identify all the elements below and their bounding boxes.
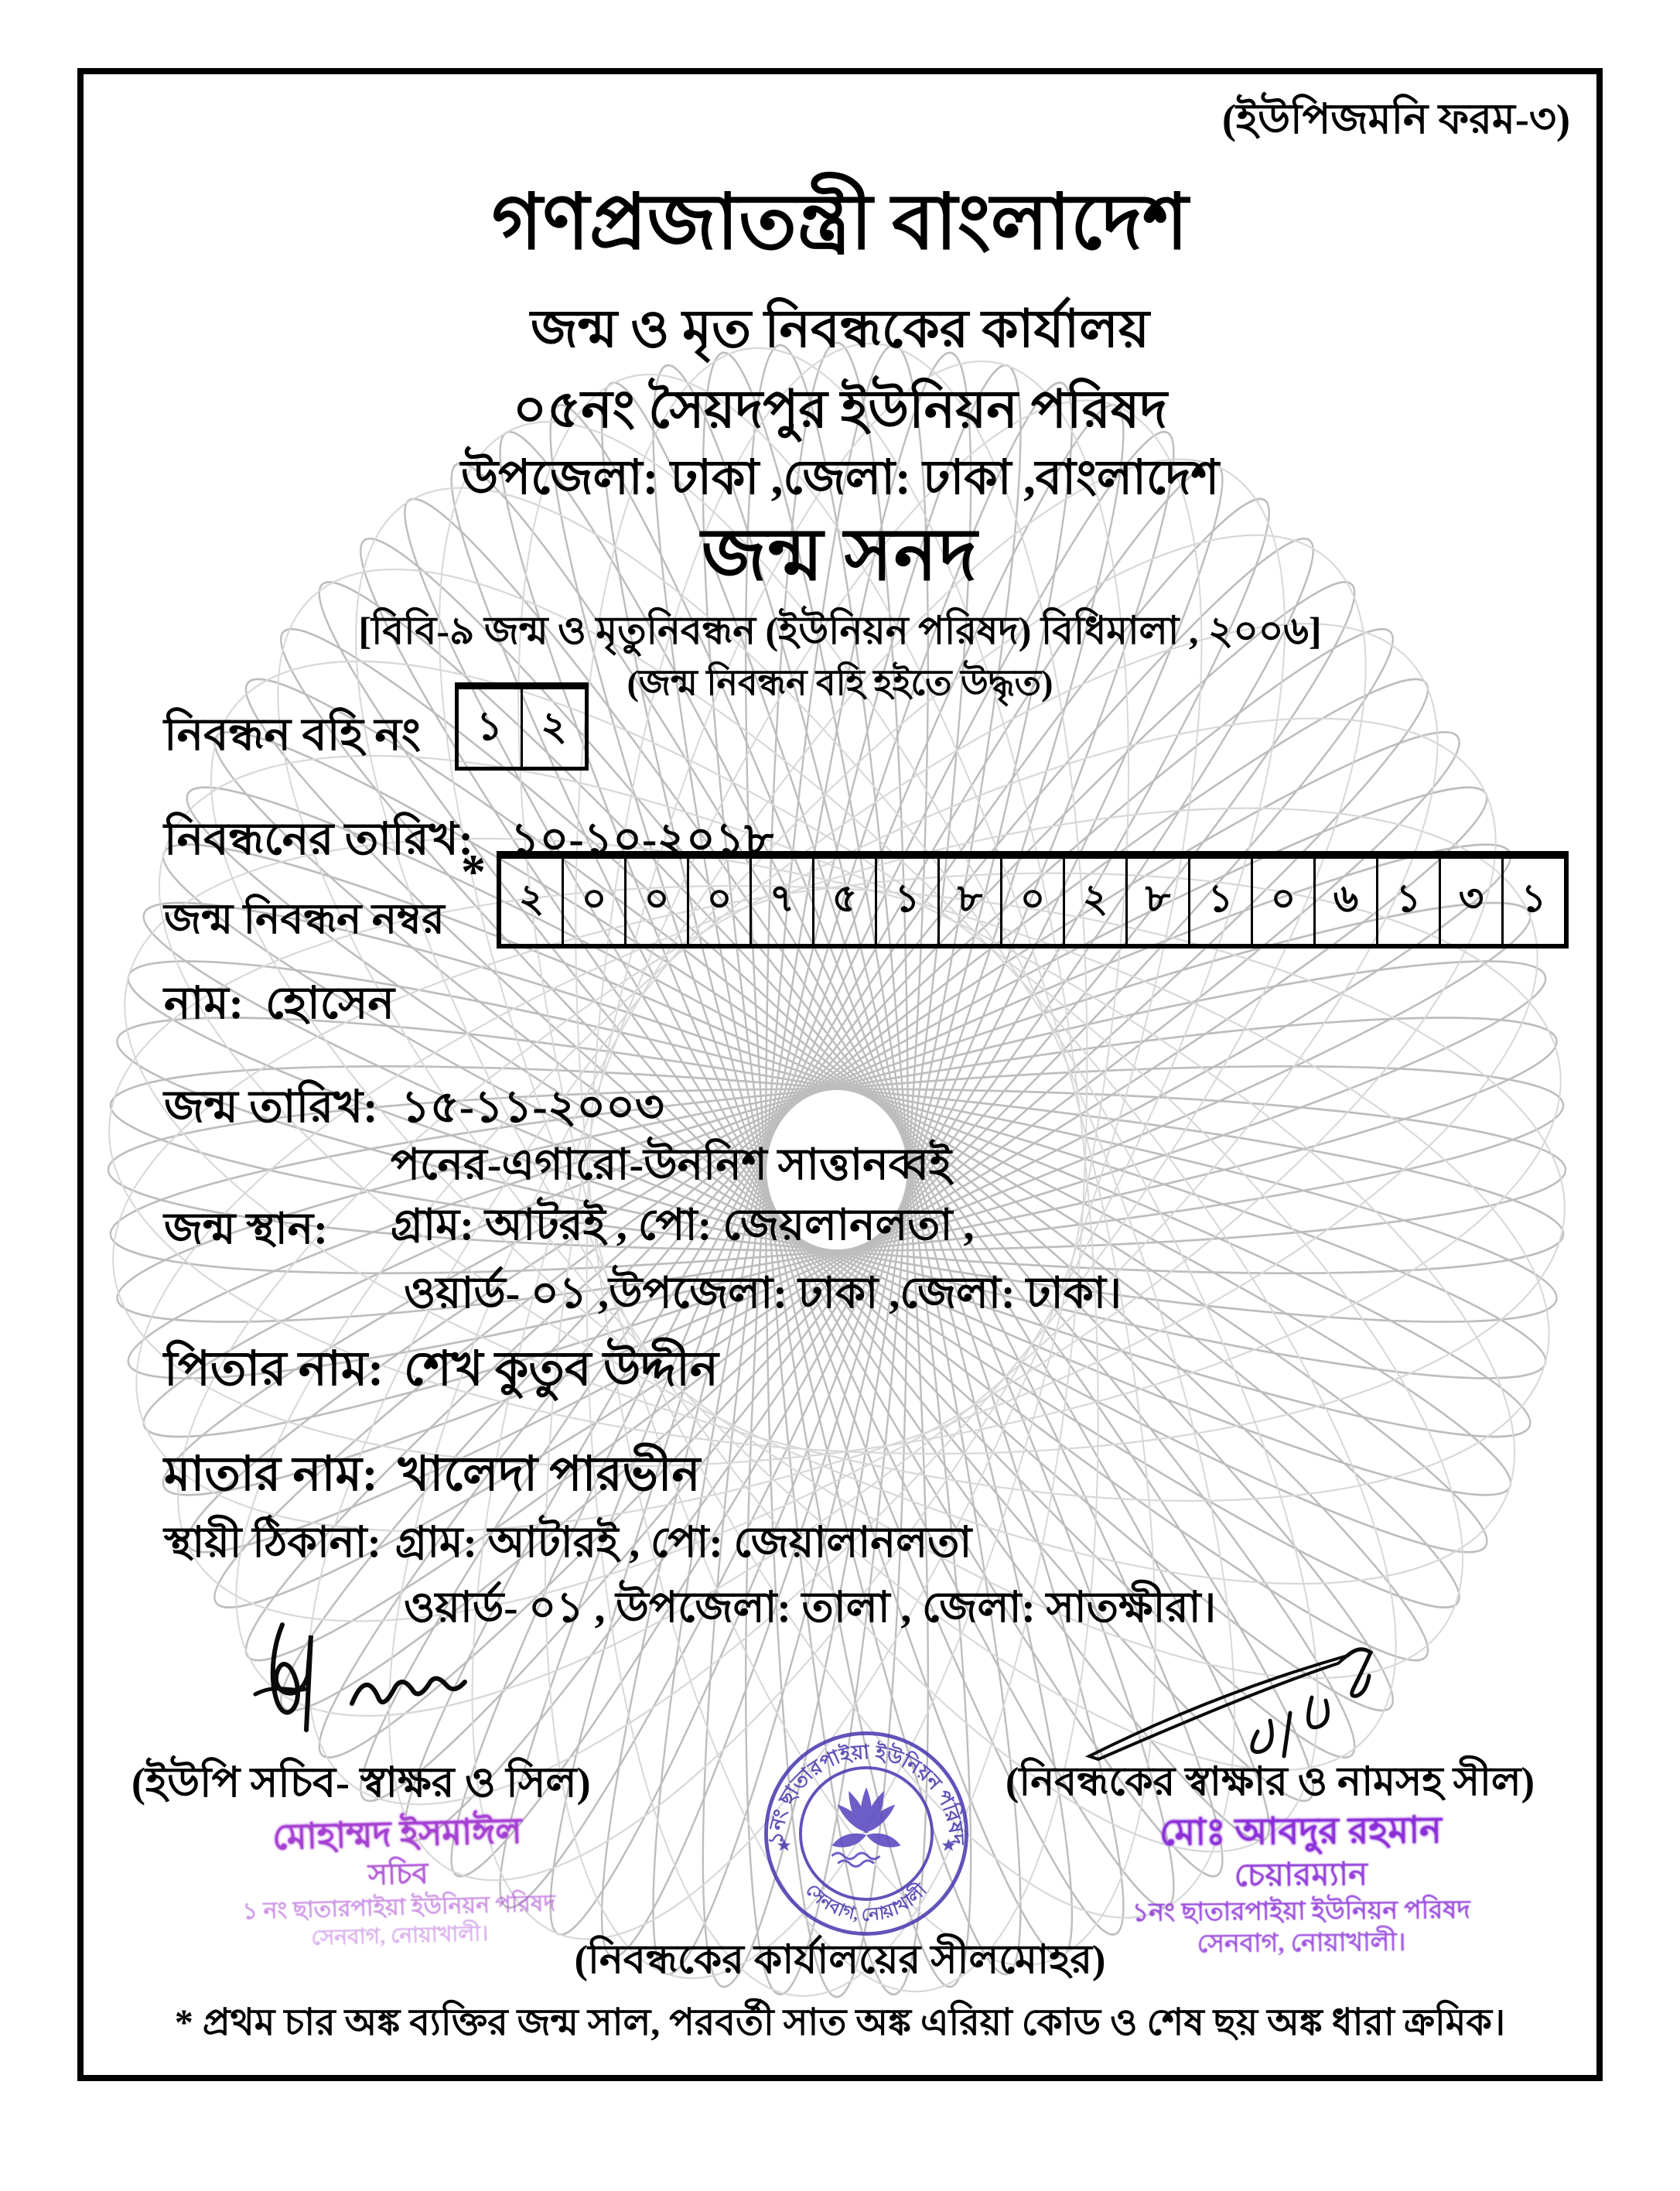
- birth-place-label: জন্ম স্থান:: [164, 1205, 328, 1253]
- mother-name-row: [164, 1437, 701, 1517]
- registration-date-label: নিবন্ধনের তারিখ:: [164, 814, 473, 864]
- stamp-name: মোঃ আবদুর রহমান: [1159, 1810, 1443, 1854]
- brn-digit-cell: ১: [1376, 859, 1439, 944]
- book-no-boxes: [455, 682, 589, 771]
- brn-digit-cell: ১: [875, 859, 937, 944]
- extract-note-line: (জন্ম নিবন্ধন বহি হইতে উদ্ধৃত): [627, 663, 1053, 702]
- mother-name-value: খালেদা পারভীন: [398, 1448, 701, 1501]
- seal-top-text: ১নং ছাতারপাইয়া ইউনিয়ন পরিষদ: [764, 1740, 968, 1845]
- birth-reg-no-boxes: [497, 851, 1569, 949]
- document-title: জন্ম সনদ: [701, 515, 979, 596]
- brn-digit-cell: ৭: [750, 859, 812, 944]
- book-no-label: নিবন্ধন বহি নং: [164, 709, 421, 760]
- brn-digit-cell: ৬: [1313, 859, 1376, 944]
- registrar-signature-caption: (নিবন্ধকের স্বাক্ষার ও নামসহ সীল): [1006, 1760, 1535, 1804]
- water-lily-emblem: [832, 1787, 901, 1866]
- secretary-signature: [209, 1601, 565, 1764]
- birth-place-line2: ওয়ার্ড- ০১ ,উপজেলা: ঢাকা ,জেলা: ঢাকা।: [404, 1270, 1122, 1318]
- office-line: জন্ম ও মৃত নিবন্ধকের কার্যালয়: [530, 299, 1150, 358]
- brn-digit-cell: ২: [1063, 859, 1125, 944]
- brn-digit-cell: ১: [1188, 859, 1251, 944]
- brn-digit-cell: ৫: [812, 859, 875, 944]
- brn-digit-cell: ০: [687, 859, 750, 944]
- permanent-address-line2: ওয়ার্ড- ০১ , উপজেলা: তালা , জেলা: সাতক্ষীরা।: [404, 1584, 1217, 1631]
- secretary-signature-caption: (ইউপি সচিব- স্বাক্ষর ও সিল): [131, 1759, 591, 1806]
- book-no-digit-cell: ১: [476, 704, 503, 749]
- mother-name-label: মাতার নাম:: [164, 1448, 378, 1501]
- stamp-name: মোহাম্মদ ইসমাঈল: [271, 1810, 523, 1858]
- stamp-designation: সচিব: [367, 1857, 429, 1892]
- brn-digit-cell: ৮: [937, 859, 1000, 944]
- birth-place-line1: গ্রাম: আটরই , পো: জেয়লানলতা ,: [391, 1201, 975, 1249]
- birth-date-in-words: পনের-এগারো-উননিশ সাত্তানব্বই: [391, 1141, 951, 1189]
- stamp-designation: চেয়ারম্যান: [1234, 1857, 1368, 1894]
- seal-caption: (নিবন্ধকের কার্যালয়ের সীলমোহর): [574, 1938, 1106, 1982]
- brn-digit-cell: ৮: [1125, 859, 1188, 944]
- father-name-row: [164, 1332, 719, 1412]
- father-name-label: পিতার নাম:: [164, 1343, 384, 1396]
- stamp-office: ১নং ছাতারপাইয়া ইউনিয়ন পরিষদ: [1132, 1895, 1470, 1927]
- brn-digit-cell: ০: [624, 859, 687, 944]
- book-no-digit-cell: ২: [521, 689, 585, 767]
- brn-digit-cell: ০: [1251, 859, 1313, 944]
- registration-date-value: ১০-১০-২০১৮: [510, 814, 774, 864]
- seal-bottom-text: সেনবাগ, নোয়াখালী: [801, 1880, 931, 1926]
- form-number-label: (ইউপিজমনি ফরম-৩): [1222, 96, 1570, 142]
- country-title: গণপ্রজাতন্ত্রী বাংলাদেশ: [491, 179, 1189, 265]
- permanent-address-label: স্থায়ী ঠিকানা:: [164, 1519, 381, 1566]
- asterisk-mark: *: [461, 844, 486, 899]
- brn-digit-cell: ০: [562, 859, 624, 944]
- name-label: নাম:: [164, 978, 244, 1028]
- birth-reg-no-label: জন্ম নিবন্ধন নম্বর: [164, 896, 445, 942]
- union-parishad-line: ০৫নং সৈয়দপুর ইউনিয়ন পরিষদ: [512, 380, 1168, 439]
- birth-date-label: জন্ম তারিখ:: [164, 1082, 378, 1132]
- office-address-line: উপজেলা: ঢাকা ,জেলা: ঢাকা ,বাংলাদেশ: [460, 452, 1220, 504]
- father-name-value: শেখ কুতুব উদ্দীন: [404, 1343, 719, 1396]
- stamp-office: ১ নং ছাতারপাইয়া ইউনিয়ন পরিষদ: [242, 1890, 556, 1925]
- rule-reference-line: [বিবি-৯ জন্ম ও মৃতুনিবন্ধন (ইউনিয়ন পরিষদ) বিধিমালা , ২০০৬]: [358, 609, 1322, 652]
- name-row: [164, 969, 394, 1044]
- birth-date-value: ১৫-১১-২০০৩: [401, 1082, 664, 1132]
- brn-digit-cell: ০: [1000, 859, 1063, 944]
- svg-text:সেনবাগ, নোয়াখালী: [801, 1878, 931, 1926]
- stamp-location: সেনবাগ, নোয়াখালী।: [1197, 1928, 1406, 1958]
- office-seal: [754, 1721, 978, 1946]
- permanent-address-row: [164, 1510, 971, 1581]
- stamp-location: সেনবাগ, নোয়াখালী।: [311, 1921, 489, 1950]
- brn-digit-cell: ১: [1501, 859, 1564, 944]
- brn-digit-cell: ৩: [1439, 859, 1501, 944]
- brn-digit-cell: ২: [518, 876, 545, 920]
- footnote: * প্রথম চার অঙ্ক ব্যক্তির জন্ম সাল, পরবর্তী সাত অঙ্ক এরিয়া কোড ও শেষ ছয় অঙ্ক ধারা ক্রমিক।: [174, 2002, 1506, 2043]
- permanent-address-line1: গ্রাম: আটারই , পো: জেয়ালানলতা: [394, 1519, 972, 1566]
- name-value: হোসেন: [265, 978, 395, 1028]
